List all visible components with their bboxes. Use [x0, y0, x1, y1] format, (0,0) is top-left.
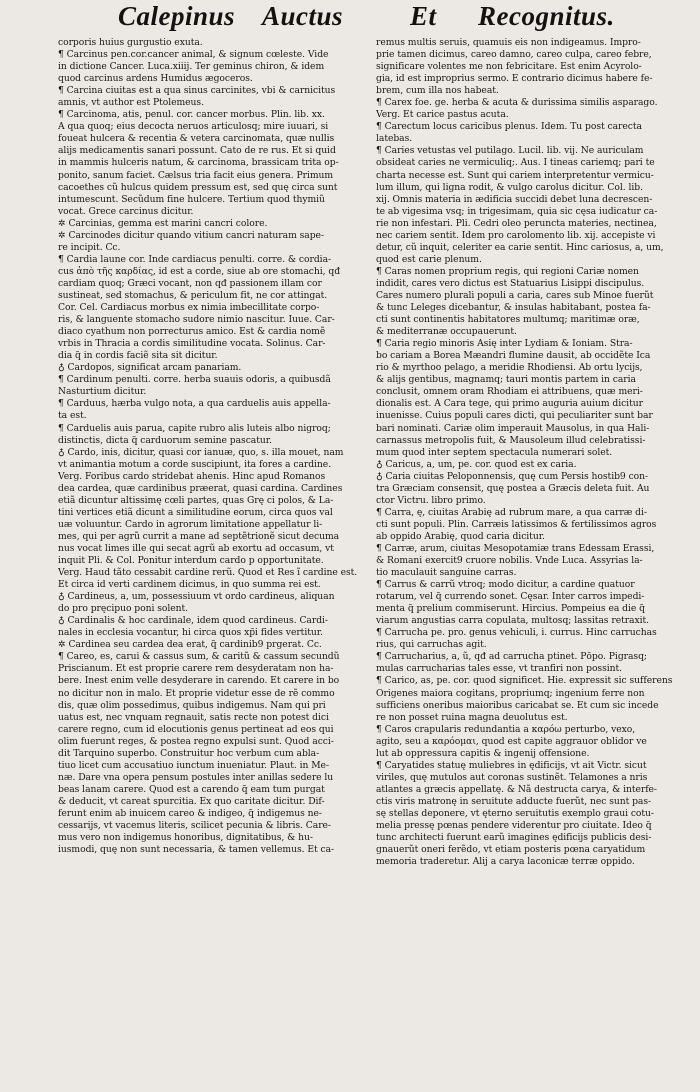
text-line: næ. Dare vna opera pensum postules inter anillas sedere lu: [58, 771, 334, 783]
text-line: ctis viris matronę in seruitute adducte fuerũt, nec sunt pas-: [376, 795, 652, 807]
text-line: ♁ Caricus, a, um, pe. cor. quod est ex caria.: [376, 458, 577, 470]
text-line: vt animantia motum a corde suscipiunt, ita fores a cardine.: [58, 458, 332, 470]
text-line: nales in ecclesia vocantur, hi circa quos xp̃i fides vertitur.: [58, 627, 323, 639]
text-line: cardiam quoq; Græci vocant, non qđ passionem illam cor: [58, 277, 322, 289]
text-line: distinctis, dicta q̃ carduorum semine pascatur.: [58, 434, 272, 446]
text-line: carere regno, cum id elocutionis genus pertineat ad eos qui: [58, 723, 334, 735]
text-line: prie tamen dicimus, careo damno, careo culpa, careo febre,: [376, 49, 652, 61]
text-line: tunc architecti fuerunt earũ imagines ędificijs publicis desi-: [376, 832, 652, 844]
text-line: indidit, cares vero dictus est Statuarius Lisippi discipulus.: [376, 277, 645, 289]
text-line: ¶ Caras nomen proprium regis, qui regioni Cariæ nomen: [376, 265, 639, 277]
text-line: Verg. Haud tãto cessabit cardine rerũ. Quod et Res ĩ cardine est.: [58, 567, 358, 579]
text-line: ✲ Carcinias, gemma est marini cancri colore.: [58, 217, 268, 229]
text-line: ✲ Carcinodes dicitur quando vitium cancri naturam sape-: [58, 229, 324, 241]
text-line: agito, seu a καρόομαι, quod est capite aggrauor oblidor ve: [376, 735, 647, 747]
text-line: viarum angustias carra copulata, multosq; lassitas retraxit.: [376, 615, 650, 627]
text-line: ¶ Carduelis auis parua, capite rubro alis luteis albo nigroq;: [58, 422, 331, 434]
left-text-column: [58, 37, 365, 856]
text-line: rio & myrthoo pelago, a meridie Rhodiensi. Ab ortu lycijs,: [376, 362, 643, 374]
text-line: & deducit, vt careat spurcitia. Ex quo caritate dicitur. Dif-: [58, 795, 325, 807]
right-text-column: [376, 37, 686, 868]
text-line: ¶ Carectum locus caricibus plenus. Idem. Tu post carecta: [376, 121, 642, 133]
text-line: corporis huius gurgustio exuta.: [58, 37, 203, 48]
text-line: ♁ Caria ciuitas Peloponnensis, quę cum Persis hostib9 con-: [376, 470, 649, 482]
text-line: alijs medicamentis sanari possunt. Cato de re rus. Et si quid: [58, 145, 336, 157]
text-line: mus vero non indigemus honoribus, dignitatibus, & hu-: [58, 832, 313, 844]
text-line: & alijs gentibus, magnamq; tauri montis partem in caria: [376, 374, 636, 386]
text-line: tra Græciam consensit, quę postea a Græcis deleta fuit. Au: [376, 482, 650, 494]
text-line: bere. Inest enim velle desyderare in carendo. Et carere in bo: [58, 675, 340, 687]
text-line: ¶ Caros crapularis redundantia a καρόω perturbo, vexo,: [376, 723, 636, 735]
text-line: obsideat caries ne vermiculiq;. Aus. I tineas cariemq; pari te: [376, 157, 655, 169]
text-line: rie non infestari. Pli. Cedri oleo peruncta materies, nectinea,: [376, 217, 657, 229]
text-line: tiuo licet cum accusatiuo iunctum inueniatur. Plaut. in Me-: [58, 759, 330, 771]
text-line: tini vertices etiã dicunt a similitudine eorum, circa quos val: [58, 506, 333, 518]
text-line: sustineat, sed stomachus, & periculum fit, ne cor attingat.: [58, 289, 328, 301]
text-line: ¶ Carduus, hærba vulgo nota, a qua carduelis auis appella-: [58, 398, 331, 410]
text-line: in dictione Cancer. Luca.xiiij. Ter geminus chiron, & idem: [58, 61, 325, 73]
text-line: brem, cum illa nos habeat.: [376, 85, 499, 97]
text-line: ♁ Cardinalis & hoc cardinale, idem quod cardineus. Cardi-: [58, 615, 328, 627]
text-line: dionalis est. A Cara tege, qui primo auguria auium dicitur: [376, 398, 643, 410]
header-word-recognitus: Recognitus.: [478, 1, 615, 31]
text-line: cus ἀπὸ τῆς καρδίας, id est a corde, siue ab ore stomachi, qđ: [58, 265, 341, 277]
header-word-et: Et: [410, 1, 437, 31]
text-line: ♁ Cardopos, significat arcam panariam.: [58, 362, 242, 374]
text-line: ♁ Cardineus, a, um, possessiuum vt ordo cardineus, aliquan: [58, 591, 335, 603]
text-line: quod est carie plenum.: [376, 253, 482, 265]
text-line: ferunt enim ab inuicem careo & indigeo, q̃ indigemus ne-: [58, 808, 322, 819]
text-line: latebas.: [376, 133, 413, 145]
text-line: ¶ Carrucharius, a, ũ, qđ ad carrucha ptinet. Pōpo. Pigrasq;: [376, 651, 647, 663]
text-line: ¶ Carex foe. ge. herba & acuta & durissima similis asparago.: [376, 97, 658, 109]
text-line: sufficiens oneribus maioribus caricabat se. Et cum sic incede: [376, 699, 659, 711]
text-line: amnis, vt author est Ptolemeus.: [58, 97, 204, 109]
text-line: ponito, sanum faciet. Cælsus tria facit eius genera. Primum: [58, 169, 334, 181]
text-line: beas lanam carere. Quod est a carendo q̃ eam tum purgat: [58, 783, 325, 795]
text-line: Verg. Et carice pastus acuta.: [376, 109, 509, 121]
text-line: bari nominati. Cariæ olim imperauit Mausolus, in qua Hali-: [376, 422, 650, 434]
text-line: ¶ Caryatides statuę muliebres in ędificijs, vt ait Victr. sicut: [376, 759, 647, 771]
text-line: ¶ Carræ, arum, ciuitas Mesopotamiæ trans Edessam Erassi,: [376, 542, 655, 554]
text-line: ris, & languente stomacho sudore nimio nascitur. Iuue. Car-: [58, 314, 335, 326]
text-line: charta necesse est. Sunt qui cariem interpretentur vermicu-: [376, 169, 654, 181]
text-line: cti sunt populi. Plin. Carræis latissimos & fertilissimos agros: [376, 518, 657, 530]
text-line: intumescunt. Secũdum fine hulcere. Tertium quod thymiũ: [58, 193, 325, 205]
text-line: ¶ Caries vetustas vel putilago. Lucil. lib. vij. Ne auriculam: [376, 145, 644, 157]
text-line: inuenisse. Cuius populi cares dicti, qui peculiariter sunt bar: [376, 410, 653, 422]
text-line: olim fuerunt reges, & postea regno expulsi sunt. Quod acci-: [58, 735, 334, 747]
text-line: Nasturtium dicitur.: [58, 386, 147, 398]
text-line: inquit Pli. & Col. Ponitur interdum cardo p opportunitate.: [58, 555, 324, 567]
text-line: vrbis in Thracia a cordis similitudine vocata. Solinus. Car-: [58, 338, 326, 350]
text-line: lum illum, qui ligna rodit, & vulgo carolus dicitur. Col. lib.: [376, 181, 643, 193]
text-line: ¶ Careo, es, carui & cassus sum, & caritũ & cassum secundũ: [58, 651, 340, 663]
header-word-calepinus: Calepinus: [118, 1, 236, 31]
text-line: lut ab oppressura capitis & ingenij offensione.: [376, 747, 590, 759]
text-line: ¶ Carra, ę, ciuitas Arabię ad rubrum mare, a qua carræ di-: [376, 506, 647, 518]
text-line: ¶ Carrucha pe. pro. genus vehiculi, i. currus. Hinc carruchas: [376, 627, 657, 639]
text-line: sę stellas deponere, vt ęterno seruitutis exemplo graui cotu-: [376, 808, 654, 819]
text-line: rius, qui carruchas agit.: [376, 639, 487, 651]
text-line: mum quod inter septem spectacula numerari solet.: [376, 446, 613, 458]
text-line: gia, id est improprius sermo. E contrario dicimus habere fe-: [376, 73, 653, 85]
text-line: uæ voluuntur. Cardo in agrorum limitatione appellatur li-: [58, 518, 323, 530]
text-line: Verg. Foribus cardo stridebat ahenis. Hinc apud Romanos: [58, 470, 326, 482]
text-line: bo cariam a Borea Mæandri flumine dausit, ab occidẽte Ica: [376, 350, 651, 362]
running-header: [0, 0, 700, 36]
text-line: uatus est, nec vnquam regnauit, satis recte non potest dici: [58, 711, 329, 723]
text-line: carnassus metropolis fuit, & Mausoleum illud celebratissi-: [376, 434, 646, 446]
text-line: quod carcinus ardens Humidus ægoceros.: [58, 73, 253, 85]
text-line: ¶ Cardinum penulti. corre. herba suauis odoris, a quibusdã: [58, 374, 331, 386]
text-line: foueat hulcera & recentia & vetera carcinomata, quæ nullis: [58, 133, 335, 145]
text-line: mulas carrucharias tales esse, vt tranfiri non possint.: [376, 663, 623, 675]
text-line: gnauerũt oneri ferẽdo, vt etiam posteris pœna caryatidum: [376, 844, 646, 856]
text-line: Cor. Cel. Cardiacus morbus ex nimia imbecillitate corpo-: [58, 302, 320, 314]
text-line: ¶ Carico, as, pe. cor. quod significet. Hie. expressit sic sufferens: [376, 675, 673, 687]
text-line: diaco cyathum non porrecturus amico. Est & cardia nomẽ: [58, 326, 326, 338]
text-line: nec cariem sentit. Idem pro carolomento lib. xij. accepiste vi: [376, 229, 656, 241]
text-line: Et circa id verti cardinem dicimus, in quo summa rei est.: [58, 579, 321, 591]
text-line: memoria traderetur. Alij a carya laconicæ terræ oppido.: [376, 856, 635, 868]
text-line: rotarum, vel q̃ currendo sonet. Cęsar. Inter carros impedi-: [376, 591, 645, 603]
text-line: & mediterranæ occupauerunt.: [376, 326, 517, 338]
text-line: A qua quoq; eius decocta neruos articulosq; mire iuuari, si: [58, 121, 329, 133]
text-line: Origenes maiora cogitans, propriumq; ingenium ferre non: [376, 687, 645, 699]
text-line: significare volentes me non febricitare. Est enim Acyrolo-: [376, 61, 642, 73]
text-line: ¶ Carcinoma, atis, penul. cor. cancer morbus. Plin. lib. xx.: [58, 109, 325, 121]
text-line: re incipit. Cc.: [58, 241, 121, 253]
text-line: ctor Victru. libro primo.: [376, 494, 486, 506]
text-line: tio maculauit sanguine carras.: [376, 567, 517, 579]
text-line: mes, qui per agrũ currit a mane ad septẽtrionẽ sicut decuma: [58, 530, 340, 542]
text-line: ✲ Cardinea seu cardea dea erat, q̃ cardinib9 prgerat. Cc.: [58, 639, 322, 651]
text-line: dea cardea, quæ cardinibus præerat, quasi cardina. Cardines: [58, 482, 343, 494]
text-line: re non posset ruina magna deuolutus est.: [376, 711, 568, 723]
text-line: ¶ Carrus & carrũ vtroq; modo dicitur, a cardine quatuor: [376, 579, 635, 591]
header-word-auctus: Auctus: [262, 1, 344, 31]
text-line: ♁ Cardo, inis, dicitur, quasi cor ianuæ, quo, s. illa mouet, nam: [58, 446, 344, 458]
text-line: te ab vigesima vsq; in trigesimam, quia sic cęsa iudicatur ca-: [376, 205, 658, 217]
text-line: ¶ Caria regio minoris Asię inter Lydiam & Ioniam. Stra-: [376, 338, 633, 350]
text-line: Priscianum. Et est proprie carere rem desyderatam non ha-: [58, 663, 334, 675]
text-line: dis, quæ olim possedimus, quibus indigemus. Nam qui pri: [58, 699, 326, 711]
text-line: Cares numero plurali populi a caria, cares sub Minoe fuerũt: [376, 289, 654, 301]
text-line: & Romani exercit9 cruore nobilis. Vnde Luca. Assyrias la-: [376, 555, 643, 567]
text-line: cacoethes cũ hulcus quidem pressum est, sed quę circa sunt: [58, 181, 338, 193]
text-line: dit Tarquino superbo. Construitur hoc verbum cum abla-: [58, 747, 320, 759]
text-line: xij. Omnis materia in ædificia succidi debet luna decrescen-: [376, 193, 653, 205]
text-line: do pro pręcipuo poni solent.: [58, 603, 189, 615]
text-line: in mammis hulceris natum, & carcinoma, brassicam trita op-: [58, 157, 339, 169]
text-line: no dicitur non in malo. Et proprie videtur esse de rẽ commo: [58, 687, 335, 699]
text-line: ab oppido Arabię, quod caria dicitur.: [376, 530, 545, 542]
text-line: nus vocat limes ille qui secat agrũ ab exortu ad occasum, vt: [58, 542, 334, 554]
text-line: cessarijs, vt vacemus literis, scilicet pecunia & libris. Care-: [58, 820, 331, 832]
text-line: & tunc Leleges dicebantur, & insulas habitabant, postea fa-: [376, 302, 651, 314]
text-line: etiã dicuntur altissimę cœli partes, quas Grę ci polos, & La-: [58, 494, 334, 506]
text-line: remus multis seruis, quamuis eis non indigeamus. Impro-: [376, 37, 641, 48]
text-line: ta est.: [58, 410, 87, 422]
text-line: ¶ Carcinus pen.cor.cancer animal, & signum cœleste. Vide: [58, 49, 329, 61]
text-line: iusmodi, quę non sunt necessaria, & tamen vellemus. Et ca-: [58, 844, 335, 856]
text-line: atlantes a græcis appellatę. & Nã destructa carya, & interfe-: [376, 783, 657, 795]
text-line: ¶ Cardia laune cor. Inde cardiacus penulti. corre. & cordia-: [58, 253, 332, 265]
text-line: dia q̃ in cordis faciẽ sita sit dicitur.: [58, 350, 218, 362]
text-line: viriles, quę mutulos aut coronas sustinẽt. Telamones a nris: [376, 771, 648, 783]
text-line: conclusit, omnem oram Rhodiam ei attribuens, quæ meri-: [376, 386, 643, 398]
text-line: detur, cũ inquit, celeriter ea carie sentit. Hinc cariosus, a, um,: [376, 241, 664, 253]
text-line: vocat. Grece carcinus dicitur.: [58, 205, 194, 217]
text-line: ¶ Carcina ciuitas est a qua sinus carcinites, vbi & carnicitus: [58, 85, 336, 97]
text-line: cti sunt continentis habitatores multumq; maritimæ oræ,: [376, 314, 640, 326]
text-line: melia pressę pœnas pendere viderentur pro ciuitate. Ideo q̃: [376, 820, 652, 832]
text-line: menta q̃ prelium commiserunt. Hircius. Pompeius ea die q̃: [376, 603, 645, 615]
